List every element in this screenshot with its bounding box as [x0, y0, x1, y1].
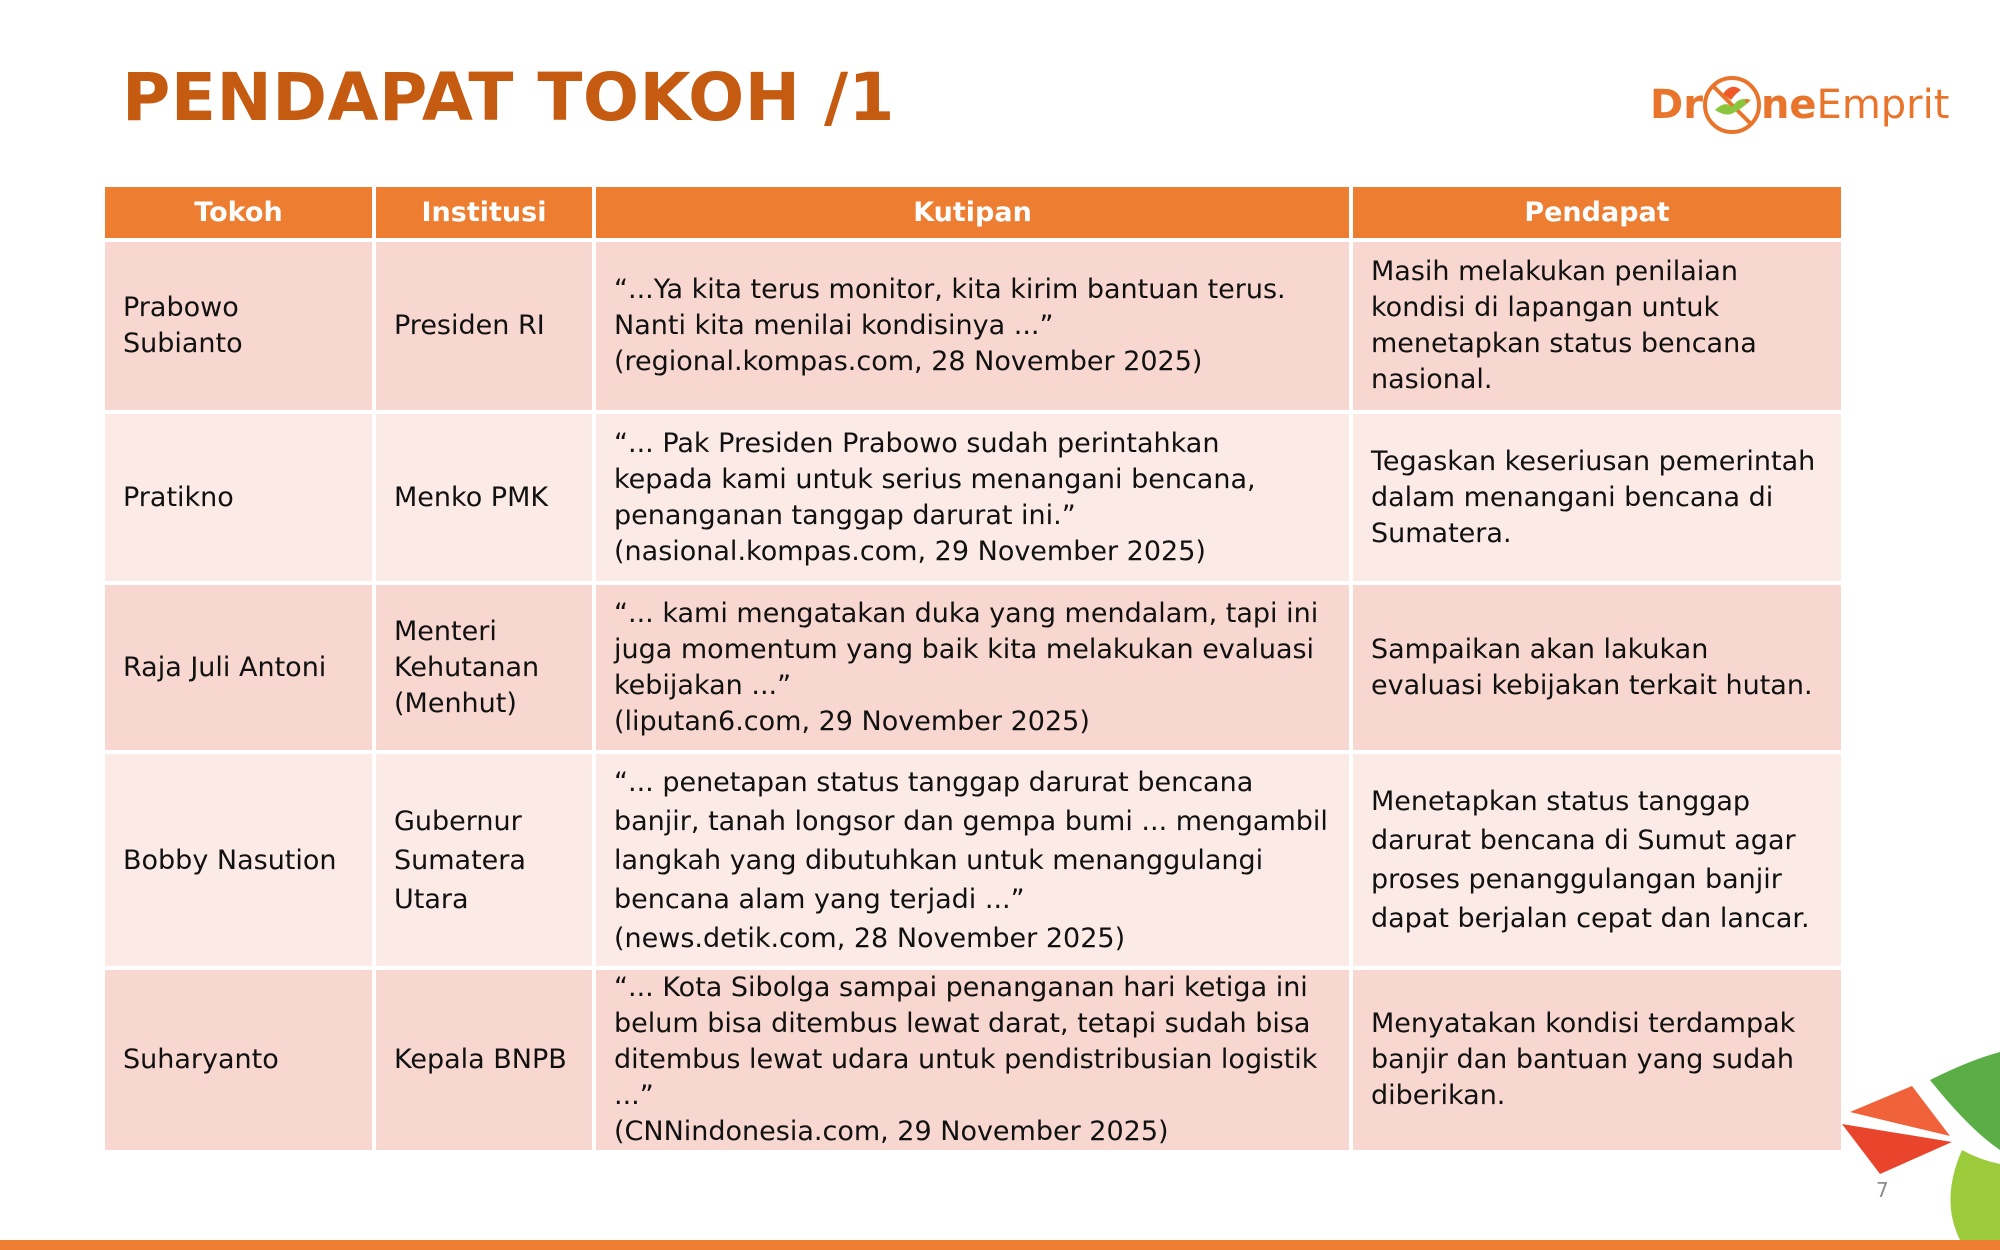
cell-kutipan: [594, 583, 1351, 752]
drone-bird-logo-icon: [1701, 74, 1763, 136]
kutipan-text: “... Pak Presiden Prabowo sudah perintahkan kepada kami untuk serius menangani bencana, penanganan tanggap darurat ini.” (nasional.kompas.com, 29 November 2025): [614, 427, 1256, 567]
institusi-text: Presiden RI: [394, 310, 545, 341]
logo-text-part2: ne: [1760, 82, 1817, 128]
cell-kutipan: [594, 412, 1351, 583]
cell-pendapat: [1351, 968, 1843, 1152]
cell-institusi: [374, 412, 594, 583]
table-header-row: [103, 185, 1843, 240]
cell-tokoh: [103, 240, 374, 412]
cell-kutipan: [594, 968, 1351, 1152]
pendapat-text: Menetapkan status tanggap darurat bencana di Sumut agar proses penanggulangan banjir dapat berjalan cepat dan lancar.: [1371, 786, 1810, 934]
table-row: [103, 968, 1843, 1152]
page-number: 7: [1876, 1178, 1889, 1202]
header-kutipan: Kutipan: [594, 185, 1351, 240]
opinion-table: [101, 183, 1845, 1154]
institusi-text: Kepala BNPB: [394, 1044, 567, 1075]
cell-pendapat: [1351, 752, 1843, 968]
cell-institusi: [374, 583, 594, 752]
cell-tokoh: [103, 412, 374, 583]
cell-tokoh: [103, 583, 374, 752]
cell-tokoh: [103, 752, 374, 968]
tokoh-text: Prabowo Subianto: [123, 292, 243, 359]
pendapat-text: Menyatakan kondisi terdampak banjir dan bantuan yang sudah diberikan.: [1371, 1008, 1796, 1111]
kutipan-text: “...Ya kita terus monitor, kita kirim bantuan terus. Nanti kita menilai kondisinya ...” (regional.kompas.com, 28 November 2025): [614, 274, 1286, 377]
header-tokoh: Tokoh: [103, 185, 374, 240]
table-row: [103, 240, 1843, 412]
kutipan-text: “... Kota Sibolga sampai penanganan hari ketiga ini belum bisa ditembus lewat darat, tetapi sudah bisa ditembus lewat udara untuk pendistribusian logistik ...” (CNNindonesia.com, 29 November 2025): [614, 972, 1318, 1147]
cell-institusi: [374, 968, 594, 1152]
tokoh-text: Raja Juli Antoni: [123, 651, 327, 683]
cell-kutipan: [594, 240, 1351, 412]
logo-text-part1: Dr: [1650, 82, 1703, 128]
table-row: [103, 752, 1843, 968]
cell-kutipan: [594, 752, 1351, 968]
slide-title: PENDAPAT TOKOH /1: [122, 59, 895, 136]
drone-emprit-logo: [1650, 70, 1949, 140]
cell-institusi: [374, 752, 594, 968]
header-institusi: Institusi: [374, 185, 594, 240]
cell-institusi: [374, 240, 594, 412]
tokoh-text: Suharyanto: [123, 1044, 279, 1075]
logo-text-part3: Emprit: [1816, 82, 1950, 128]
header-pendapat: Pendapat: [1351, 185, 1843, 240]
cell-pendapat: [1351, 412, 1843, 583]
kutipan-text: “... penetapan status tanggap darurat bencana banjir, tanah longsor dan gempa bumi ... mengambil langkah yang dibutuhkan untuk menanggulangi bencana alam yang terjadi ...” (news.detik.com, 28 November 2025): [614, 766, 1328, 954]
cell-pendapat: [1351, 583, 1843, 752]
pendapat-text: Tegaskan keseriusan pemerintah dalam menangani bencana di Sumatera.: [1371, 445, 1816, 549]
tokoh-text: Pratikno: [123, 481, 234, 513]
decorative-corner-shapes: [1830, 1040, 2000, 1240]
institusi-text: Gubernur Sumatera Utara: [394, 805, 526, 915]
institusi-text: Menko PMK: [394, 481, 549, 513]
tokoh-text: Bobby Nasution: [123, 844, 337, 876]
pendapat-text: Masih melakukan penilaian kondisi di lapangan untuk menetapkan status bencana nasional.: [1371, 256, 1757, 395]
table-row: [103, 412, 1843, 583]
institusi-text: Menteri Kehutanan (Menhut): [394, 615, 540, 719]
bottom-accent-bar: [0, 1240, 2000, 1250]
pendapat-text: Sampaikan akan lakukan evaluasi kebijakan terkait hutan.: [1371, 633, 1813, 701]
cell-tokoh: [103, 968, 374, 1152]
table-row: [103, 583, 1843, 752]
kutipan-text: “... kami mengatakan duka yang mendalam, tapi ini juga momentum yang baik kita melakukan evaluasi kebijakan ...” (liputan6.com, 29 November 2025): [614, 597, 1319, 737]
cell-pendapat: [1351, 240, 1843, 412]
